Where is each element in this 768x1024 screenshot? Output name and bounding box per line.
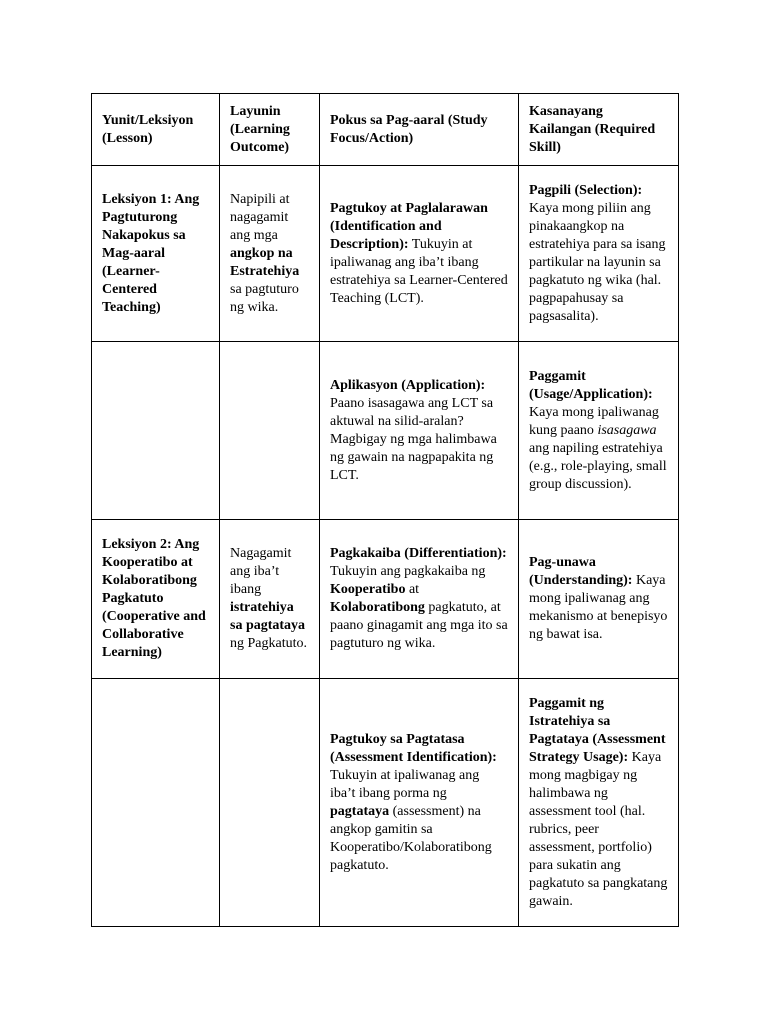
skill-text: Kaya mong magbigay ng halimbawa ng assessment tool (hal. rubrics, peer assessment, portfolio) para sukatin ang pagkatuto sa pangkatang gawain. <box>529 749 668 909</box>
focus-text-end: (assessment) na angkop gamitin sa Kooperatibo/Kolaboratibong pagkatuto. <box>330 803 492 873</box>
skill-text: Kaya mong ipaliwanag ang mekanismo at benepisyo ng bawat isa. <box>529 573 668 642</box>
table-row <box>92 520 679 679</box>
outcome-cell-empty <box>220 342 320 520</box>
skill-cell <box>519 679 679 927</box>
table-row <box>92 679 679 927</box>
outcome-text: Napipili at nagagamit ang mga <box>230 191 290 243</box>
skill-text: Kaya mong piliin ang pinakaangkop na estratehiya para sa isang partikular na layunin sa pagkatuto ng wika (hal. pagpapahusay sa pagsasalita). <box>529 200 666 324</box>
focus-cell <box>320 342 519 520</box>
skill-text: Kaya mong ipaliwanag kung paano <box>529 404 659 438</box>
focus-text: Tukuyin ang pagkakaiba ng <box>330 564 486 579</box>
focus-text: Paano isasagawa ang LCT sa aktuwal na silid-aralan? Magbigay ng mga halimbawa ng gawain na nagpapakita ng LCT. <box>330 395 497 483</box>
focus-bold-term: pagtataya <box>330 803 390 819</box>
outcome-text-end: sa pagtuturo ng wika. <box>230 281 299 315</box>
skill-heading: Paggamit (Usage/Application): <box>529 368 653 402</box>
header-focus: Pokus sa Pag-aaral (Study Focus/Action) <box>320 94 519 166</box>
table-row <box>92 166 679 342</box>
header-outcome: Layunin (Learning Outcome) <box>220 94 320 166</box>
skill-italic-text: isasagawa <box>597 422 657 438</box>
focus-heading: Aplikasyon (Application): <box>330 377 486 393</box>
outcome-cell-empty <box>220 679 320 927</box>
skill-cell <box>519 520 679 679</box>
focus-heading: Pagkakaiba (Differentiation): <box>330 546 507 561</box>
lesson-cell-empty <box>92 342 220 520</box>
lesson-cell-empty <box>92 679 220 927</box>
focus-text: Tukuyin at ipaliwanag ang iba’t ibang estratehiya sa Learner-Centered Teaching (LCT). <box>330 236 508 306</box>
outcome-bold-text: angkop na Estratehiya <box>230 245 300 279</box>
focus-cell <box>320 166 519 342</box>
skill-text-end: ang napiling estratehiya (e.g., role-playing, small group discussion). <box>529 440 667 492</box>
focus-heading: Pagtukoy sa Pagtatasa (Assessment Identification): <box>330 731 497 765</box>
lesson-cell: Leksiyon 2: Ang Kooperatibo at Kolaboratibong Pagkatuto (Cooperative and Collaborative Learning) <box>92 520 220 679</box>
header-skill: Kasanayang Kailangan (Required Skill) <box>519 94 679 166</box>
table-row <box>92 342 679 520</box>
outcome-cell <box>220 520 320 679</box>
focus-text: Tukuyin at ipaliwanag ang iba’t ibang porma ng <box>330 767 480 801</box>
outcome-bold-text: istratehiya sa pagtataya <box>230 600 306 633</box>
lesson-cell: Leksiyon 1: Ang Pagtuturong Nakapokus sa Mag-aaral (Learner-Centered Teaching) <box>92 166 220 342</box>
focus-heading: Pagtukoy at Paglalarawan (Identification and Description): <box>330 200 488 252</box>
focus-text-mid: at <box>405 582 420 597</box>
focus-text-end: pagkatuto, at paano ginagamit ang mga ito sa pagtuturo ng wika. <box>330 600 508 651</box>
skill-heading: Paggamit ng Istratehiya sa Pagtataya (Assessment Strategy Usage): <box>529 695 666 765</box>
outcome-text: Nagagamit ang iba’t ibang <box>230 546 292 597</box>
focus-cell <box>320 520 519 679</box>
focus-bold-term-1: Kooperatibo <box>330 582 406 597</box>
skill-cell <box>519 342 679 520</box>
header-lesson: Yunit/Leksiyon (Lesson) <box>92 94 220 166</box>
skill-heading: Pagpili (Selection): <box>529 182 643 198</box>
skill-heading: Pag-unawa (Understanding): <box>529 555 633 588</box>
outcome-text-end: ng Pagkatuto. <box>230 636 307 651</box>
outcome-cell <box>220 166 320 342</box>
focus-cell <box>320 679 519 927</box>
lesson-plan-table <box>91 93 679 927</box>
table-header-row <box>92 94 679 166</box>
focus-bold-term-2: Kolaboratibong <box>330 600 425 615</box>
skill-cell <box>519 166 679 342</box>
